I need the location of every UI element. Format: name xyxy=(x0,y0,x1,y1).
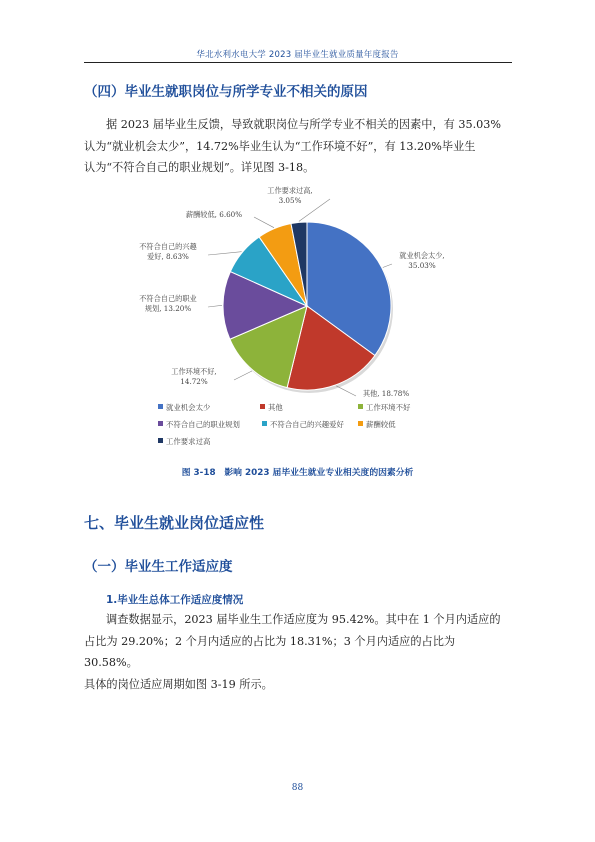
running-header: 华北水利水电大学 2023 届毕业生就业质量年度报告 xyxy=(196,50,399,60)
legend-swatch xyxy=(260,404,265,409)
legend-swatch xyxy=(158,404,163,409)
header-rule xyxy=(84,62,512,63)
legend-entry: 其他 xyxy=(268,403,283,412)
slice-data-label: 工作要求过高, 3.05% xyxy=(267,186,313,205)
paragraph-line: 据 2023 届毕业生反馈，导致就职岗位与所学专业不相关的因素中，有 35.03% xyxy=(106,118,502,131)
leader-line xyxy=(299,199,330,221)
paragraph-line: 认为“就业机会太少”，14.72%毕业生认为“工作环境不好”，有 13.20%毕业生 xyxy=(84,139,476,153)
paragraph-line: 认为“不符合自己的职业规划”。详见图 3-18。 xyxy=(84,161,315,174)
slice-data-label: 就业机会太少, 35.03% xyxy=(399,251,445,270)
subsubsection-heading: 1.毕业生总体工作适应度情况 xyxy=(106,594,244,606)
slice-data-label: 不符合自己的职业规划, 13.20% xyxy=(139,294,197,313)
adaptation-paragraph xyxy=(84,609,512,695)
leader-line xyxy=(208,252,242,255)
leader-line xyxy=(208,305,222,307)
section-heading-adaptability: 七、毕业生就业岗位适应性 xyxy=(84,514,265,532)
legend-entry: 工作环境不好 xyxy=(366,403,411,412)
reasons-paragraph xyxy=(84,114,512,179)
figure-caption: 图 3-18 影响 2023 届毕业生就业专业相关度的因素分析 xyxy=(181,468,414,478)
leader-line xyxy=(383,264,392,268)
slice-data-label: 薪酬较低, 6.60% xyxy=(185,210,243,219)
subsection-heading-adaptation: （一）毕业生工作适应度 xyxy=(84,559,233,575)
leader-line xyxy=(234,371,252,380)
leader-line xyxy=(254,217,274,228)
slice-data-label: 其他, 18.78% xyxy=(362,389,410,398)
legend-swatch xyxy=(158,421,163,426)
pie-chart xyxy=(84,184,512,460)
legend-entry: 薪酬较低 xyxy=(366,420,396,429)
section-heading-reasons: （四）毕业生就职岗位与所学专业不相关的原因 xyxy=(84,84,368,100)
legend-swatch xyxy=(158,438,163,443)
paragraph-line: 调查数据显示，2023 届毕业生工作适应度为 95.42%。其中在 1 个月内适应的 xyxy=(106,613,501,626)
legend-swatch xyxy=(262,421,267,426)
legend-swatch xyxy=(358,404,363,409)
legend-entry: 不符合自己的职业规划 xyxy=(166,420,240,429)
slice-data-label: 工作环境不好, 14.72% xyxy=(171,367,217,386)
legend-entry: 不符合自己的兴趣爱好 xyxy=(270,420,344,429)
legend-entry: 就业机会太少 xyxy=(166,403,211,412)
leader-line xyxy=(336,386,356,396)
paragraph-line: 具体的岗位适应周期如图 3-19 所示。 xyxy=(84,677,273,691)
legend-entry: 工作要求过高 xyxy=(166,437,211,446)
legend-swatch xyxy=(358,421,363,426)
slice-data-label: 不符合自己的兴趣爱好, 8.63% xyxy=(139,242,197,261)
paragraph-line: 占比为 29.20%；2 个月内适应的占比为 18.31%；3 个月内适应的占比为 30.58%。 xyxy=(84,634,456,669)
page-number: 88 xyxy=(291,783,304,793)
